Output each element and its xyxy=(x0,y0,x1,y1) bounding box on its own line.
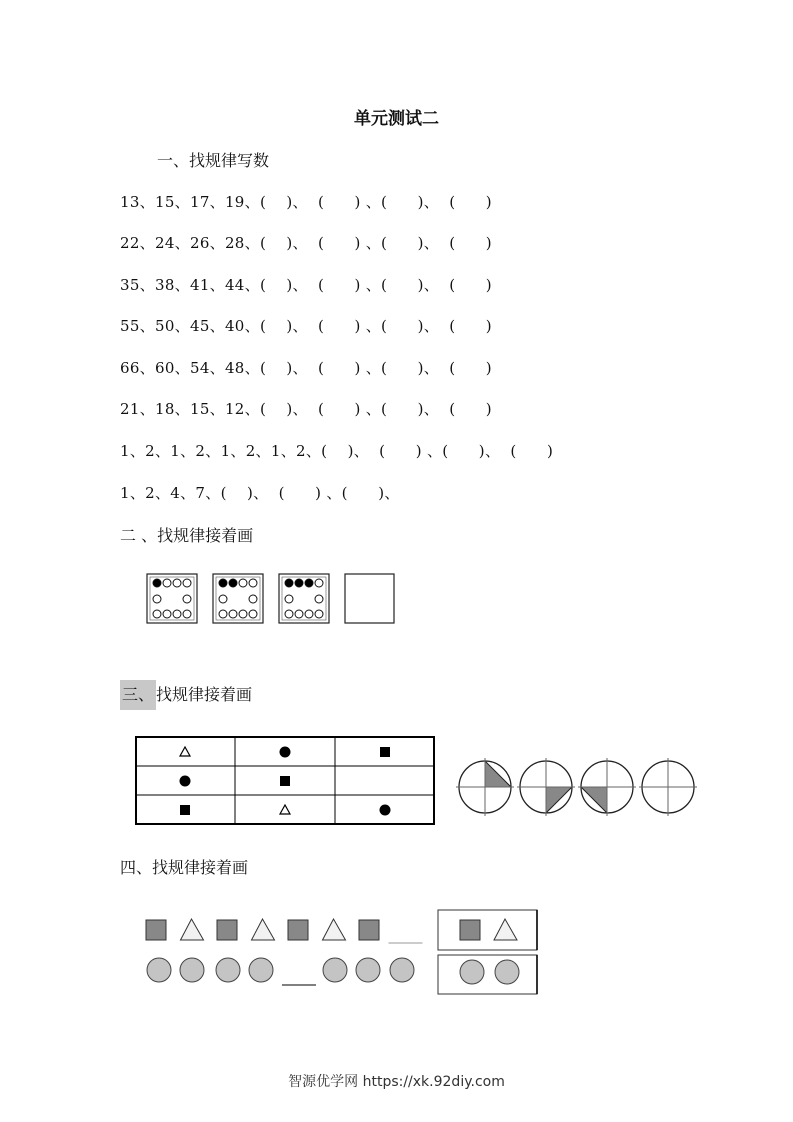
quartered-circle xyxy=(456,758,514,816)
answer-option-b xyxy=(438,955,537,994)
section3-heading xyxy=(120,680,252,710)
filled-dot xyxy=(285,579,293,587)
circle-shape xyxy=(180,776,191,787)
pattern-grid xyxy=(134,735,438,827)
empty-dot xyxy=(183,579,191,587)
dot-card xyxy=(147,574,197,623)
filled-dot xyxy=(219,579,227,587)
circle-shape xyxy=(356,958,380,982)
filled-dot xyxy=(295,579,303,587)
empty-dot xyxy=(239,579,247,587)
empty-dot xyxy=(153,610,161,618)
circle-shape xyxy=(216,958,240,982)
circle-shape xyxy=(380,805,391,816)
circle-shape xyxy=(323,958,347,982)
sequence-row-7: 1、2、1、2、1、2、1、2、( )、 ( ) 、( )、 ( ) xyxy=(120,442,554,460)
square-shape xyxy=(460,920,480,940)
empty-dot xyxy=(153,595,161,603)
square-shape xyxy=(146,920,166,940)
section3-number-highlight: 三、 xyxy=(120,680,156,710)
answer-option-a xyxy=(438,910,537,950)
triangle-shape xyxy=(252,919,275,940)
empty-dot xyxy=(249,610,257,618)
empty-dot xyxy=(163,610,171,618)
empty-dot xyxy=(305,610,313,618)
empty-dot xyxy=(315,610,323,618)
circle-shape xyxy=(495,960,519,984)
empty-dot xyxy=(183,595,191,603)
empty-dot xyxy=(173,610,181,618)
triangle-shape xyxy=(323,919,346,940)
dot-cards xyxy=(145,572,400,628)
circle-shape xyxy=(180,958,204,982)
square-triangle-row xyxy=(146,919,423,943)
empty-dot xyxy=(249,579,257,587)
sequence-row-3: 35、38、41、44、( )、 ( ) 、( )、 ( ) xyxy=(120,276,492,294)
square-shape xyxy=(288,920,308,940)
circle-shape xyxy=(390,958,414,982)
quarter-circles xyxy=(455,757,700,817)
answer-box xyxy=(345,574,394,623)
quartered-circle xyxy=(639,758,697,816)
sequence-row-2: 22、24、26、28、( )、 ( ) 、( )、 ( ) xyxy=(120,234,492,252)
empty-answer-box xyxy=(345,574,394,623)
square-shape xyxy=(280,776,290,786)
quartered-circle xyxy=(517,758,575,816)
filled-dot xyxy=(305,579,313,587)
sequence-shapes xyxy=(140,905,545,1000)
section2-heading: 二 、找规律接着画 xyxy=(120,526,254,545)
circle-shape xyxy=(460,960,484,984)
empty-dot xyxy=(295,610,303,618)
circle-shape xyxy=(147,958,171,982)
sequence-row-6: 21、18、15、12、( )、 ( ) 、( )、 ( ) xyxy=(120,400,492,418)
triangle-shape xyxy=(181,919,204,940)
sequence-row-1: 13、15、17、19、( )、 ( ) 、( )、 ( ) xyxy=(120,193,492,211)
sequence-row-4: 55、50、45、40、( )、 ( ) 、( )、 ( ) xyxy=(120,317,492,335)
circle-row xyxy=(147,958,414,985)
circle-shape xyxy=(280,747,291,758)
footer-watermark: 智源优学网 https://xk.92diy.com xyxy=(288,1074,505,1090)
dot-card xyxy=(213,574,263,623)
filled-dot xyxy=(229,579,237,587)
empty-dot xyxy=(173,579,181,587)
square-shape xyxy=(217,920,237,940)
section4-heading: 四、找规律接着画 xyxy=(120,858,249,877)
sequence-row-8: 1、2、4、7、( )、 ( ) 、( )、 xyxy=(120,484,400,502)
empty-dot xyxy=(239,610,247,618)
empty-dot xyxy=(315,579,323,587)
empty-dot xyxy=(183,610,191,618)
page-title: 单元测试二 xyxy=(354,109,439,129)
option-box xyxy=(438,910,537,950)
option-box xyxy=(438,955,537,994)
empty-dot xyxy=(249,595,257,603)
empty-dot xyxy=(163,579,171,587)
sequence-row-5: 66、60、54、48、( )、 ( ) 、( )、 ( ) xyxy=(120,359,492,377)
circle-shape xyxy=(249,958,273,982)
square-shape xyxy=(359,920,379,940)
section1-heading: 一、找规律写数 xyxy=(157,151,270,170)
filled-dot xyxy=(153,579,161,587)
empty-dot xyxy=(219,610,227,618)
section3-heading-text: 找规律接着画 xyxy=(156,685,253,704)
empty-dot xyxy=(315,595,323,603)
dot-card xyxy=(279,574,329,623)
square-shape xyxy=(380,747,390,757)
square-shape xyxy=(180,805,190,815)
quartered-circle xyxy=(578,758,636,816)
empty-dot xyxy=(219,595,227,603)
empty-dot xyxy=(285,610,293,618)
empty-dot xyxy=(229,610,237,618)
empty-dot xyxy=(285,595,293,603)
